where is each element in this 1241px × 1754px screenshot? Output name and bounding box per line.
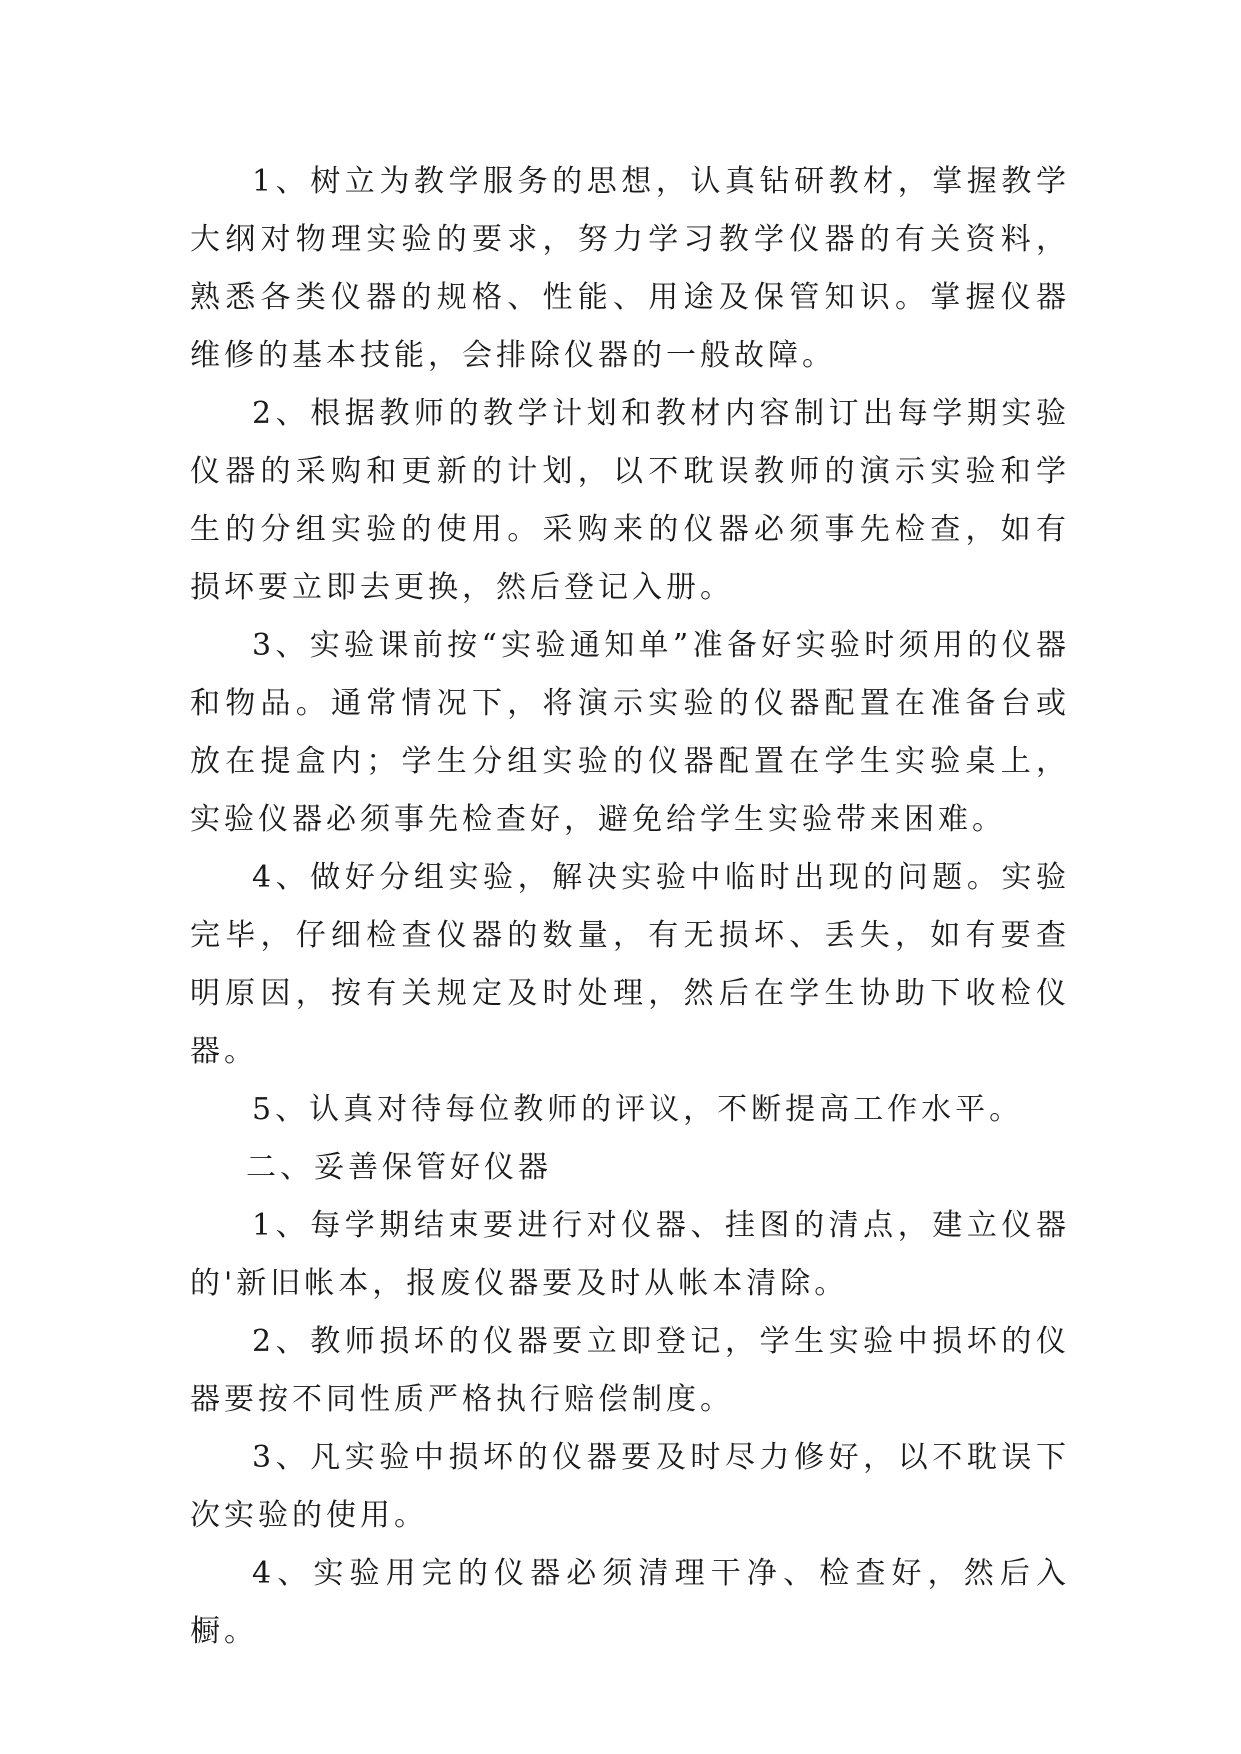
paragraph-storage-4: 4、实验用完的仪器必须清理干净、检查好，然后入橱。 xyxy=(190,1556,1070,1649)
paragraph-duty-3: 3、实验课前按“实验通知单”准备好实验时须用的仪器和物品。通常情况下，将演示实验的仪器配置在准备台或放在提盒内；学生分组实验的仪器配置在学生实验桌上，实验仪器必须事先检查好，避免给学生实验带来困难。 xyxy=(190,628,1070,837)
paragraph-storage-2: 2、教师损坏的仪器要立即登记，学生实验中损坏的仪器要按不同性质严格执行赔偿制度。 xyxy=(190,1324,1070,1417)
document-body xyxy=(190,153,1070,1661)
section-heading: 二、妥善保管好仪器 xyxy=(246,1150,552,1185)
paragraph-duty-1: 1、树立为教学服务的思想，认真钻研教材，掌握教学大纲对物理实验的要求，努力学习教学仪器的有关资料，熟悉各类仪器的规格、性能、用途及保管知识。掌握仪器维修的基本技能，会排除仪器的一般故障。 xyxy=(190,164,1070,373)
paragraph-storage-3: 3、凡实验中损坏的仪器要及时尽力修好，以不耽误下次实验的使用。 xyxy=(190,1440,1070,1533)
paragraph-duty-4: 4、做好分组实验，解决实验中临时出现的问题。实验完毕，仔细检查仪器的数量，有无损坏、丢失，如有要查明原因，按有关规定及时处理，然后在学生协助下收检仪器。 xyxy=(190,860,1070,1069)
paragraph-duty-5: 5、认真对待每位教师的评议，不断提高工作水平。 xyxy=(252,1092,1024,1127)
paragraph-storage-1: 1、每学期结束要进行对仪器、挂图的清点，建立仪器的'新旧帐本，报废仪器要及时从帐本清除。 xyxy=(190,1208,1070,1301)
paragraph-duty-2: 2、根据教师的教学计划和教材内容制订出每学期实验仪器的采购和更新的计划，以不耽误教师的演示实验和学生的分组实验的使用。采购来的仪器必须事先检查，如有损坏要立即去更换，然后登记入册。 xyxy=(190,396,1070,605)
